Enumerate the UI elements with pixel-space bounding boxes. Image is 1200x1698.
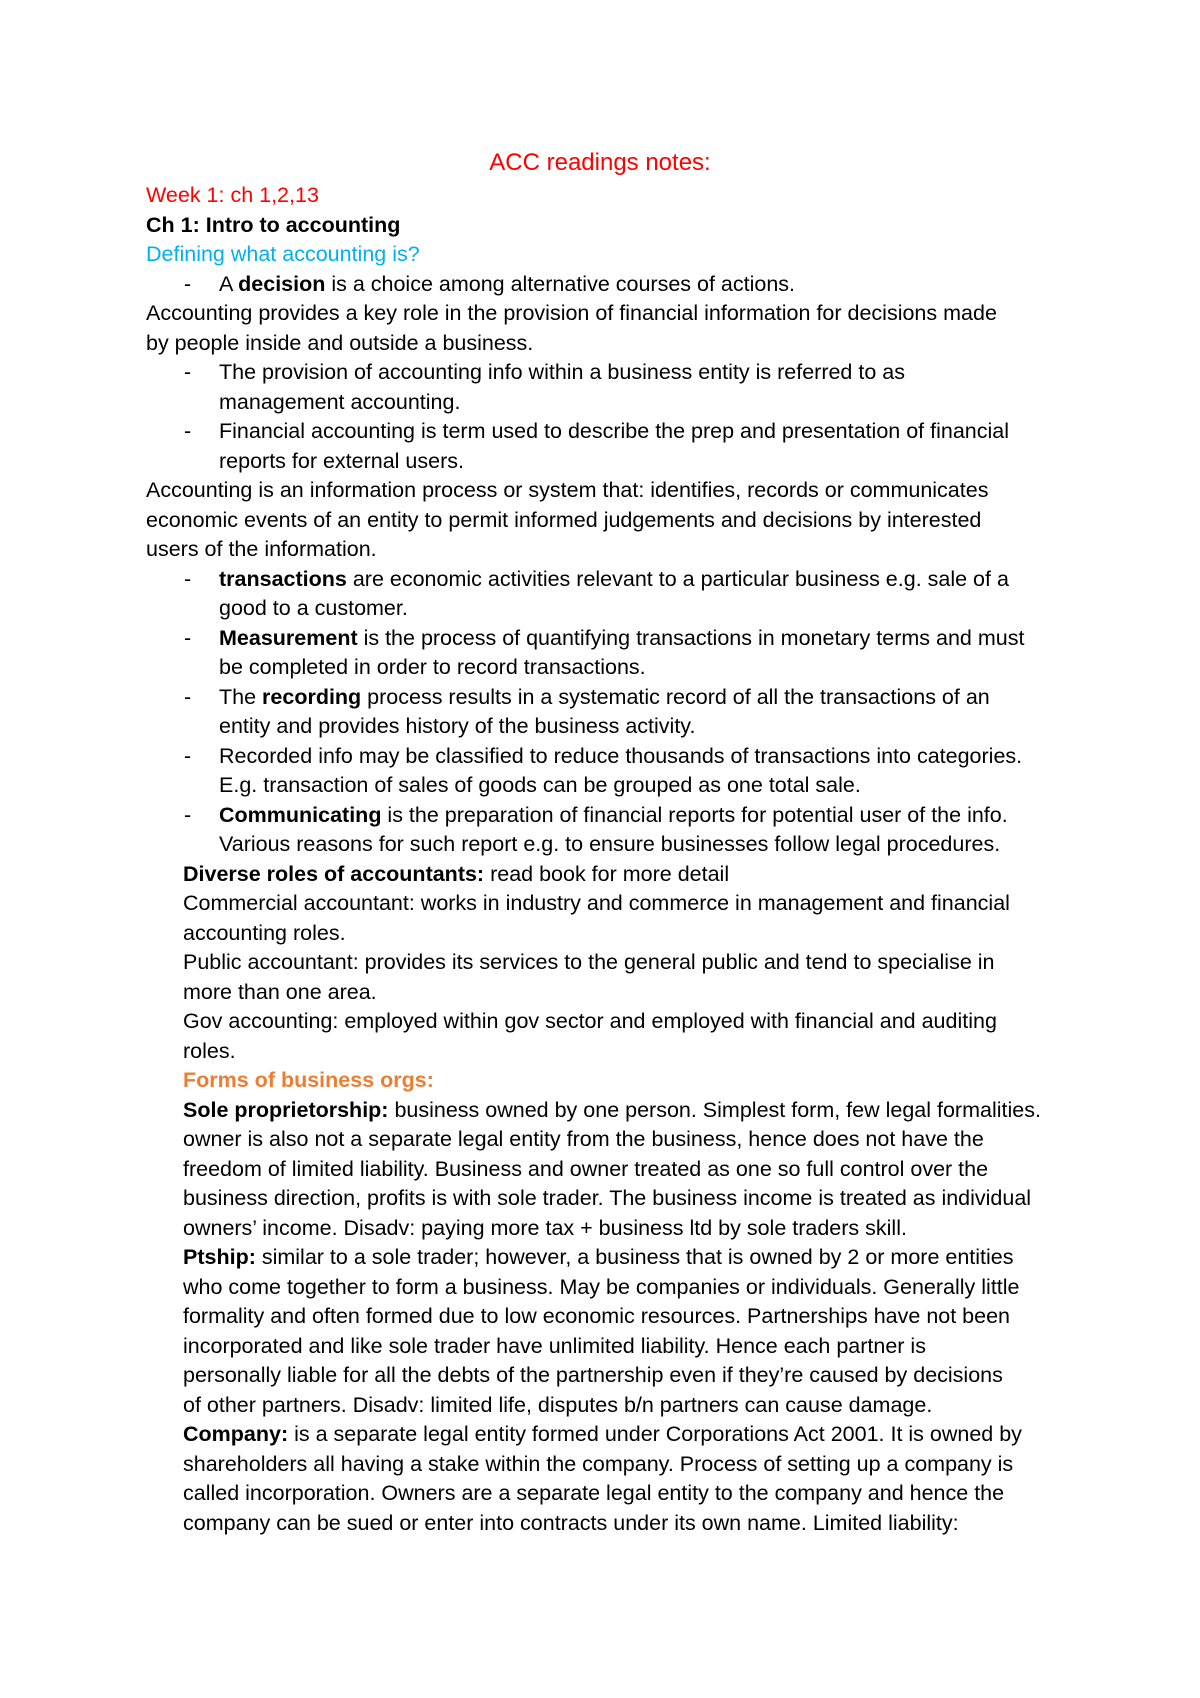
bullet-dash: - (184, 566, 192, 591)
paragraph-line: economic events of an entity to permit informed judgements and decisions by interested (146, 507, 982, 532)
paragraph-line: personally liable for all the debts of the partnership even if they’re caused by decisions (183, 1363, 1003, 1387)
bullet-dash: - (184, 802, 192, 827)
bullet-financial-accounting: - Financial accounting is term used to describe the prep and presentation of financial (146, 417, 1076, 447)
term-diverse-roles: Diverse roles of accountants: (183, 861, 485, 886)
bullet-continuation: be completed in order to record transactions. (219, 655, 646, 679)
paragraph-line: owners’ income. Disadv: paying more tax + business ltd by sole traders skill. (183, 1215, 907, 1240)
paragraph-line: owner is also not a separate legal entity from the business, hence does not have the (183, 1127, 984, 1151)
paragraph-line: Accounting is an information process or system that: identifies, records or communicates (146, 478, 989, 502)
section-heading-defining: Defining what accounting is? (146, 242, 420, 266)
document-body (146, 181, 1076, 1538)
chapter-heading: Ch 1: Intro to accounting (146, 212, 401, 237)
bullet-continuation: E.g. transaction of sales of goods can be grouped as one total sale. (219, 773, 861, 797)
roles-line: accounting roles. (183, 920, 346, 945)
bullet-continuation: reports for external users. (219, 448, 464, 473)
term-sole-proprietorship: Sole proprietorship: (183, 1097, 389, 1122)
paragraph-line: Accounting provides a key role in the provision of financial information for decisions made (146, 301, 997, 325)
paragraph-line: formality and often formed due to low economic resources. Partnerships have not been (183, 1304, 1011, 1328)
bullet-dash: - (184, 419, 192, 443)
bullet-continuation: good to a customer. (219, 596, 408, 620)
roles-line: Gov accounting: employed within gov sector and employed with financial and auditing (183, 1009, 997, 1033)
bullet-measurement: - Measurement is the process of quantifying transactions in monetary terms and must (146, 624, 1076, 654)
term-ptship: Ptship: (183, 1245, 256, 1269)
paragraph-line: shareholders all having a stake within the company. Process of setting up a company is (183, 1451, 1014, 1476)
roles-line: Public accountant: provides its services to the general public and tend to specialise in (183, 950, 995, 974)
bullet-continuation: Various reasons for such report e.g. to ensure businesses follow legal procedures. (219, 832, 1001, 856)
bullet-management-accounting: - The provision of accounting info within a business entity is referred to as (146, 358, 1076, 388)
bullet-dash: - (184, 271, 192, 296)
roles-line: more than one area. (183, 979, 377, 1004)
section-heading-forms: Forms of business orgs: (183, 1068, 434, 1092)
bullet-dash: - (184, 625, 192, 650)
sole-proprietorship-line: Sole proprietorship: business owned by one person. Simplest form, few legal formalities. (183, 1097, 1041, 1122)
term-transactions: transactions (219, 566, 347, 591)
document-title: ACC readings notes: (489, 149, 711, 176)
company-line: Company: is a separate legal entity formed under Corporations Act 2001. It is owned by (183, 1422, 1022, 1446)
bullet-transactions: - transactions are economic activities relevant to a particular business e.g. sale of a (146, 565, 1076, 595)
bullet-communicating: - Communicating is the preparation of financial reports for potential user of the info. (146, 801, 1076, 831)
paragraph-line: incorporated and like sole trader have unlimited liability. Hence each partner is (183, 1333, 926, 1358)
bullet-continuation: entity and provides history of the business activity. (219, 714, 696, 738)
term-decision: decision (238, 271, 326, 296)
bullet-recording: - The recording process results in a systematic record of all the transactions of an (146, 683, 1076, 713)
paragraph-line: company can be sued or enter into contracts under its own name. Limited liability: (183, 1510, 959, 1535)
bullet-dash: - (184, 743, 192, 768)
ptship-line: Ptship: similar to a sole trader; however, a business that is owned by 2 or more entities (183, 1245, 1014, 1269)
bullet-continuation: management accounting. (219, 389, 461, 414)
paragraph-line: by people inside and outside a business. (146, 330, 534, 355)
term-measurement: Measurement (219, 625, 358, 650)
term-company: Company: (183, 1422, 289, 1446)
roles-line: Commercial accountant: works in industry and commerce in management and financial (183, 891, 1010, 915)
bullet-classified: - Recorded info may be classified to reduce thousands of transactions into categories. (146, 742, 1076, 772)
paragraph-line: called incorporation. Owners are a separate legal entity to the company and hence the (183, 1481, 1005, 1505)
bullet-decision: - A decision is a choice among alternative courses of actions. (146, 270, 1076, 300)
bullet-dash: - (184, 684, 192, 709)
term-recording: recording (262, 684, 362, 709)
roles-heading: Diverse roles of accountants: read book for more detail (183, 861, 730, 886)
paragraph-line: of other partners. Disadv: limited life, disputes b/n partners can cause damage. (183, 1392, 933, 1417)
term-communicating: Communicating (219, 802, 382, 827)
week-heading: Week 1: ch 1,2,13 (146, 183, 319, 207)
roles-line: roles. (183, 1038, 236, 1063)
bullet-dash: - (184, 360, 192, 384)
paragraph-line: business direction, profits is with sole trader. The business income is treated as individual (183, 1186, 1032, 1210)
paragraph-line: users of the information. (146, 537, 377, 561)
paragraph-line: freedom of limited liability. Business and owner treated as one so full control over the (183, 1156, 989, 1181)
paragraph-line: who come together to form a business. May be companies or individuals. Generally little (183, 1274, 1020, 1299)
